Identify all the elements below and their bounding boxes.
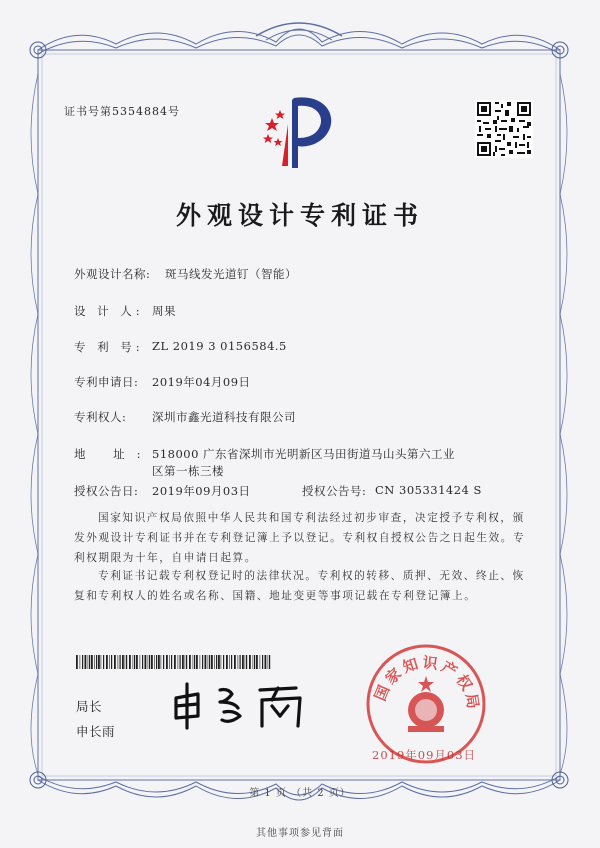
grant-date-label: 授权公告日: — [74, 484, 139, 498]
designer-label: 设 计 人: — [74, 304, 144, 318]
patent-number-label: 专 利 号: — [74, 340, 144, 354]
seal-date: 2019年09月03日 — [372, 748, 477, 762]
barcode-icon — [76, 655, 272, 669]
cnipa-logo-icon — [258, 88, 342, 172]
address-line-1: 518000 广东省深圳市光明新区马田街道马山头第六工业 — [152, 447, 456, 461]
footer-note: 其他事项参见背面 — [256, 828, 344, 839]
address-line-2: 区第一栋三楼 — [152, 464, 224, 478]
paragraph-grant-notice: 国家知识产权局依照中华人民共和国专利法经过初步审查，决定授予专利权，颁发外观设计专利证书并在专利登记簿上予以登记。专利权自授权公告之日起生效。专利权期限为十年，自申请日起算。 — [74, 512, 526, 564]
seal-text: 国家知识产权局 — [370, 653, 483, 713]
filing-date-label: 专利申请日: — [74, 375, 139, 389]
paragraph-legal-status: 专利证书记载专利权登记时的法律状况。专利权的转移、质押、无效、终止、恢复和专利权人的姓名或名称、国籍、地址变更等事项记载在专利登记簿上。 — [74, 570, 525, 602]
grant-number-value: CN 305331424 S — [375, 483, 482, 497]
grant-number-label: 授权公告号: — [302, 484, 367, 498]
patentee-label: 专利权人: — [74, 410, 127, 424]
design-name-label: 外观设计名称: — [74, 267, 151, 281]
designer-value: 周果 — [152, 304, 176, 318]
address-label: 地 址: — [74, 447, 153, 461]
qr-code-icon — [475, 100, 533, 158]
patentee-value: 深圳市鑫光道科技有限公司 — [152, 410, 296, 424]
director-name: 申长雨 — [76, 724, 116, 739]
director-title: 局长 — [76, 699, 103, 714]
certificate-title: 外观设计专利证书 — [175, 201, 424, 230]
page-number: 第 1 页 （共 2 页） — [249, 788, 351, 799]
filing-date-value: 2019年04月09日 — [152, 375, 251, 389]
grant-date-value: 2019年09月03日 — [152, 484, 251, 498]
design-name-value: 斑马线发光道钉（智能） — [165, 267, 297, 281]
certificate-number: 证书号第5354884号 — [64, 105, 180, 118]
patent-number-value: ZL 2019 3 0156584.5 — [152, 339, 287, 353]
handwritten-signature-icon — [168, 680, 318, 730]
